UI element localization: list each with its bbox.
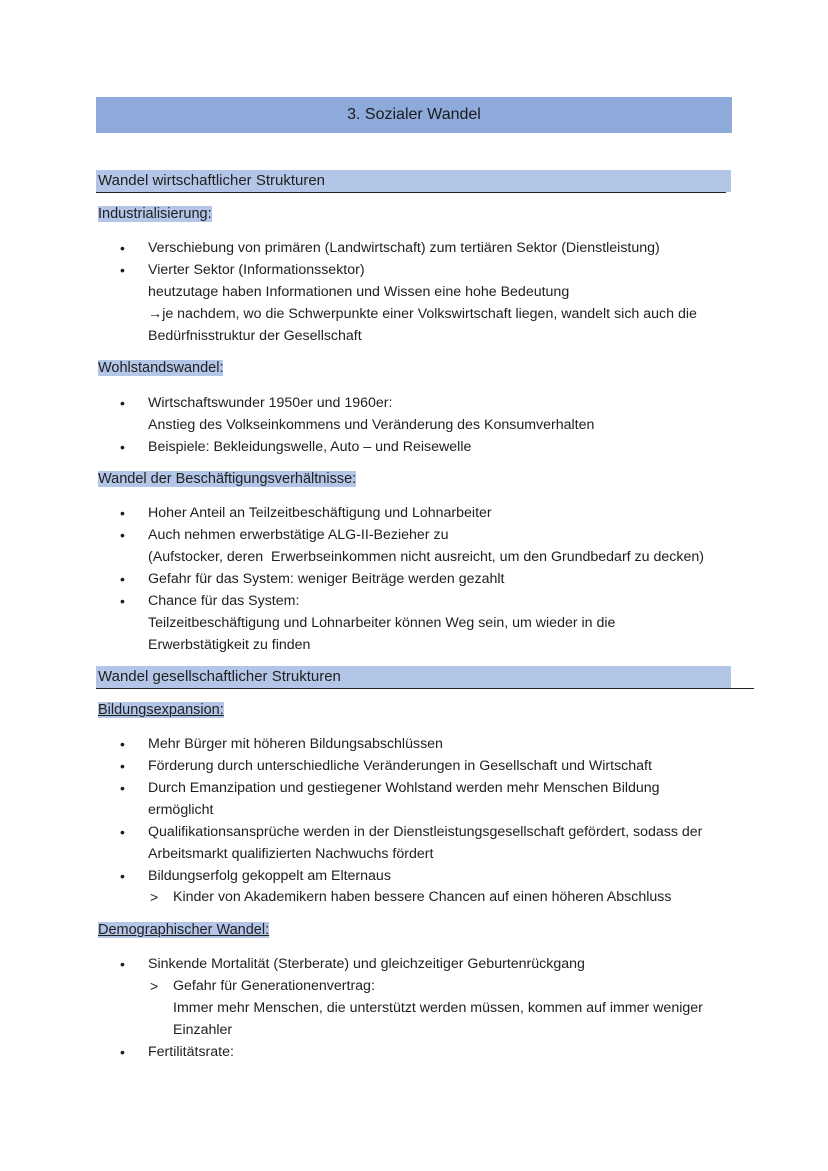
section-heading-wirtschaftlich: Wandel wirtschaftlicher Strukturen — [96, 170, 731, 192]
list-item: Gefahr für das System: weniger Beiträge werden gezahlt — [148, 571, 505, 587]
list-item-continuation: (Aufstocker, deren Erwerbseinkommen nicht ausreicht, um den Grundbedarf zu decken) — [148, 549, 704, 565]
bullet-glyph: • — [120, 240, 125, 256]
list-item: Wirtschaftswunder 1950er und 1960er: — [148, 395, 393, 411]
list-item: Vierter Sektor (Informationssektor) — [148, 262, 365, 278]
list-item-continuation: Bedürfnisstruktur der Gesellschaft — [148, 328, 362, 344]
list-item: Qualifikationsansprüche werden in der Dienstleistungsgesellschaft gefördert, sodass der — [148, 824, 703, 840]
bullet-glyph: • — [120, 736, 125, 752]
bullet-glyph: • — [120, 395, 125, 411]
list-item: Fertilitätsrate: — [148, 1044, 234, 1060]
list-item: Bildungserfolg gekoppelt am Elternaus — [148, 868, 391, 884]
bullet-glyph: • — [120, 527, 125, 543]
subheading-industrialisierung: Industrialisierung: — [98, 206, 212, 222]
bullet-glyph: • — [120, 505, 125, 521]
list-item: Auch nehmen erwerbstätige ALG-II-Bezieher zu — [148, 527, 449, 543]
sub-list-item-continuation: Einzahler — [173, 1022, 233, 1038]
bullet-glyph: • — [120, 824, 125, 840]
list-item: Sinkende Mortalität (Sterberate) und gleichzeitiger Geburtenrückgang — [148, 956, 585, 972]
list-item-continuation: Erwerbstätigkeit zu finden — [148, 637, 311, 653]
bullet-glyph: • — [120, 439, 125, 455]
list-item-continuation: Teilzeitbeschäftigung und Lohnarbeiter können Weg sein, um wieder in die — [148, 615, 616, 631]
bullet-glyph: • — [120, 758, 125, 774]
sub-list-item-continuation: Immer mehr Menschen, die unterstützt werden müssen, kommen auf immer weniger — [173, 1000, 703, 1016]
list-item-continuation: Arbeitsmarkt qualifizierten Nachwuchs fördert — [148, 846, 434, 862]
section-underline — [96, 688, 754, 689]
bullet-glyph: • — [120, 956, 125, 972]
section-underline — [96, 192, 726, 193]
list-item-continuation: ermöglicht — [148, 802, 214, 818]
bullet-glyph: • — [120, 593, 125, 609]
sub-list-item: Gefahr für Generationenvertrag: — [173, 978, 375, 994]
bullet-glyph: • — [120, 1044, 125, 1060]
list-item-continuation: →je nachdem, wo die Schwerpunkte einer Volkswirtschaft liegen, wandelt sich auch die — [148, 306, 697, 322]
subheading-beschaeftigung: Wandel der Beschäftigungsverhältnisse: — [98, 471, 357, 487]
list-item: Durch Emanzipation und gestiegener Wohlstand werden mehr Menschen Bildung — [148, 780, 660, 796]
list-item: Mehr Bürger mit höheren Bildungsabschlüssen — [148, 736, 443, 752]
bullet-glyph: • — [120, 780, 125, 796]
list-item: Hoher Anteil an Teilzeitbeschäftigung und Lohnarbeiter — [148, 505, 492, 521]
subheading-demographischer-wandel: Demographischer Wandel: — [98, 922, 270, 938]
sub-list-item: Kinder von Akademikern haben bessere Chancen auf einen höheren Abschluss — [173, 889, 672, 905]
subheading-bildungsexpansion: Bildungsexpansion: — [98, 702, 224, 718]
list-item: Verschiebung von primären (Landwirtschaft) zum tertiären Sektor (Dienstleistung) — [148, 240, 660, 256]
bullet-glyph: • — [120, 868, 125, 884]
sub-bullet-glyph: > — [150, 978, 159, 994]
list-item: Chance für das System: — [148, 593, 300, 609]
section-heading-gesellschaftlich: Wandel gesellschaftlicher Strukturen — [96, 666, 731, 688]
page-title: 3. Sozialer Wandel — [96, 97, 732, 133]
subheading-wohlstandswandel: Wohlstandswandel: — [98, 360, 224, 376]
bullet-glyph: • — [120, 262, 125, 278]
sub-bullet-glyph: > — [150, 889, 159, 905]
list-item-continuation: heutzutage haben Informationen und Wissen eine hohe Bedeutung — [148, 284, 570, 300]
list-item: Förderung durch unterschiedliche Veränderungen in Gesellschaft und Wirtschaft — [148, 758, 652, 774]
bullet-glyph: • — [120, 571, 125, 587]
list-item: Beispiele: Bekleidungswelle, Auto – und Reisewelle — [148, 439, 472, 455]
list-item-continuation: Anstieg des Volkseinkommens und Veränderung des Konsumverhalten — [148, 417, 595, 433]
